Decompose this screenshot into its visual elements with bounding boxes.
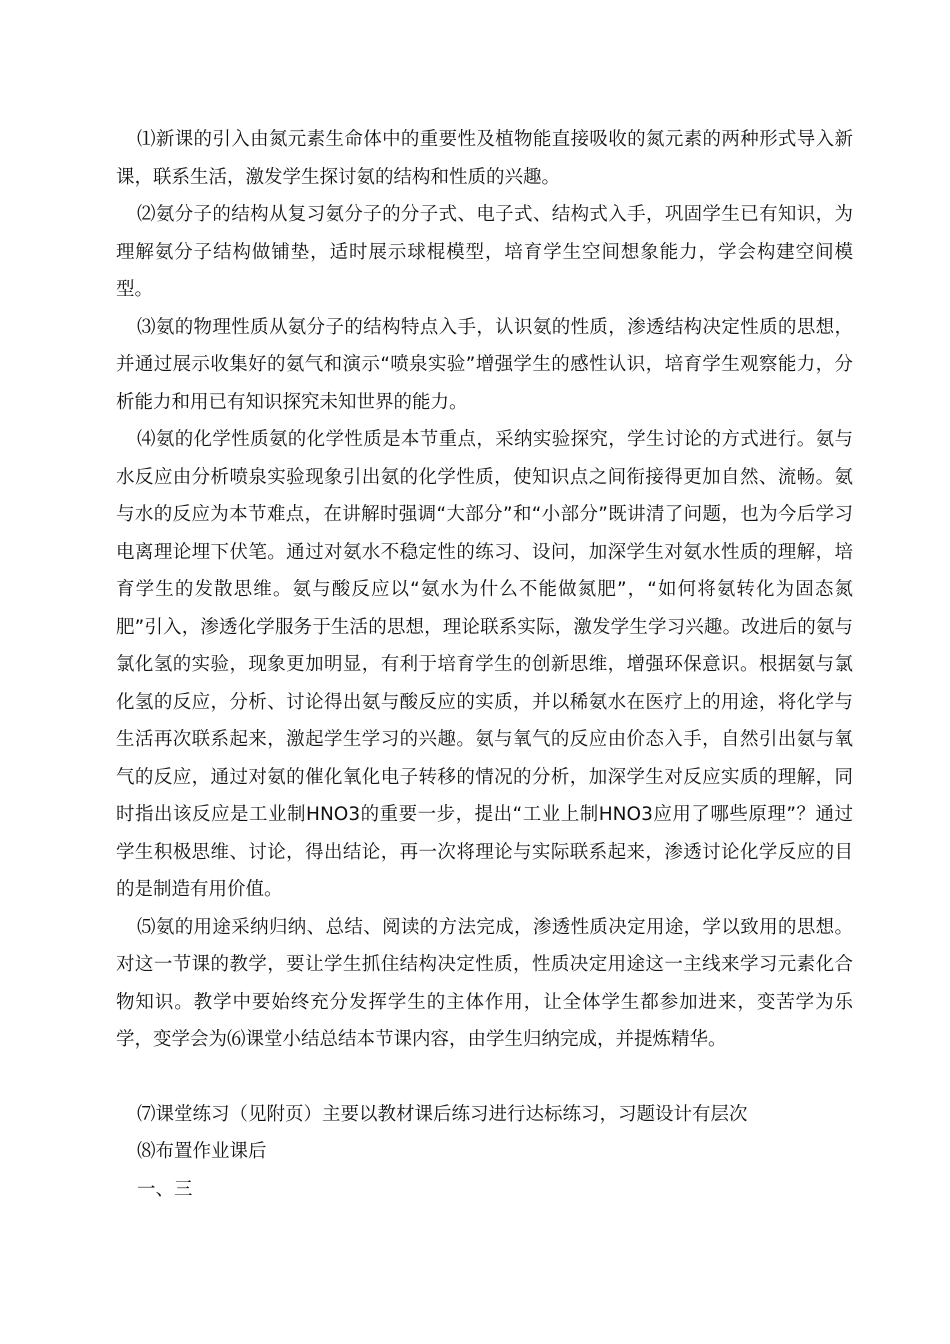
document-body <box>116 121 853 1208</box>
paragraph-lesson-introduction: ⑴新课的引入由氮元素生命体中的重要性及植物能直接吸收的氮元素的两种形式导入新课，联系生活，激发学生探讨氨的结构和性质的兴趣。 <box>116 129 853 188</box>
paragraph-ammonia-chemical-properties: ⑷氨的化学性质氨的化学性质是本节重点，采纳实验探究，学生讨论的方式进行。氨与水反应由分析喷泉实验现象引出氨的化学性质，使知识点之间衔接得更加自然、流畅。氨与水的反应为本节难点，在讲解时强调“大部分”和“小部分”既讲清了问题，也为今后学习电离理论埋下伏笔。通过对氨水不稳定性的练习、设问，加深学生对氨水性质的理解，培育学生的发散思维。氨与酸反应以“氨水为什么不能做氮肥”，“如何将氨转化为固态氮肥”引入，渗透化学服务于生活的思想，理论联系实际，激发学生学习兴趣。改进后的氨与氯化氢的实验，现象更加明显，有利于培育学生的创新思维，增强环保意识。根据氨与氯化氢的反应，分析、讨论得出氨与酸反应的实质，并以稀氨水在医疗上的用途，将化学与生活再次联系起来，激起学生学习的兴趣。氨与氧气的反应由价态入手，自然引出氨与氧气的反应，通过对氨的催化氧化电子转移的情况的分析，加深学生对反应实质的理解，同时指出该反应是工业制HNO3的重要一步，提出“工业上制HNO3应用了哪些原理”？通过学生积极思维、讨论，得出结论，再一次将理论与实际联系起来，渗透讨论化学反应的目的是制造有用价值。 <box>116 429 853 900</box>
paragraph-ammonia-molecular-structure: ⑵氨分子的结构从复习氨分子的分子式、电子式、结构式入手，巩固学生已有知识，为理解氨分子结构做铺垫，适时展示球棍模型，培育学生空间想象能力，学会构建空间模型。 <box>116 204 853 300</box>
paragraph-ammonia-physical-properties: ⑶氨的物理性质从氨分子的结构特点入手，认识氨的性质，渗透结构决定性质的思想，并通过展示收集好的氨气和演示“喷泉实验”增强学生的感性认识，培育学生观察能力，分析能力和用已有知识探究未知世界的能力。 <box>116 316 853 413</box>
paragraph-classroom-practice: ⑺课堂练习（见附页）主要以教材课后练习进行达标练习，习题设计有层次 <box>137 1103 748 1125</box>
paragraph-homework-assignment: ⑻布置作业课后 <box>137 1141 267 1162</box>
paragraph-ammonia-uses-and-summary: ⑸氨的用途采纳归纳、总结、阅读的方法完成，渗透性质决定用途，学以致用的思想。对这一节课的教学，要让学生抓住结构决定性质，性质决定用途这一主线来学习元素化合物知识。教学中要始终充分发挥学生的主体作用，让全体学生都参加进来，变苦学为乐学，变学会为⑹课堂小结总结本节课内容，由学生归纳完成，并提炼精华。 <box>116 916 853 1050</box>
paragraph-spacer <box>116 1059 853 1096</box>
paragraph-homework-items: 一、三 <box>137 1178 193 1200</box>
